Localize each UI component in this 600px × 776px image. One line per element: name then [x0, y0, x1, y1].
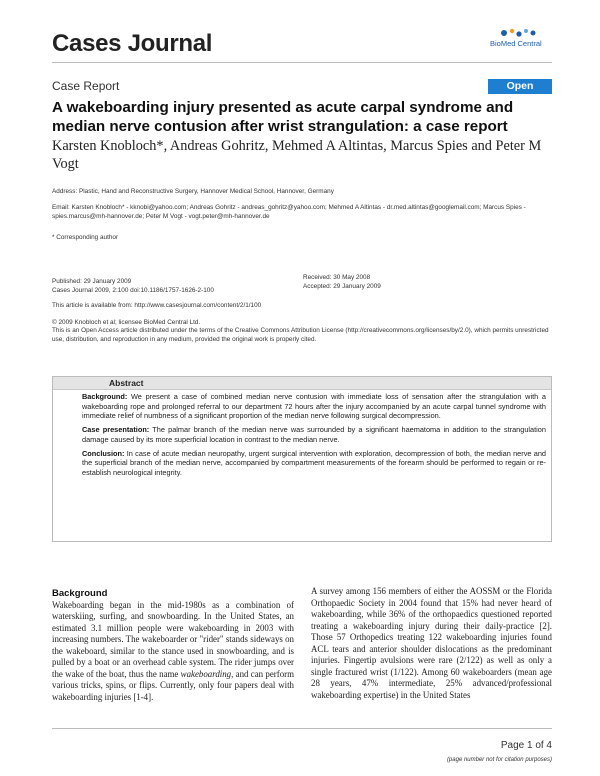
logo-text: BioMed Central [490, 39, 542, 48]
journal-title: Cases Journal [52, 30, 213, 57]
license-text: This is an Open Access article distributed under the terms of the Creative Commons Attribution License (http://creativecommons.org/licenses/by/2.0), which permits unrestricted use, distribution, and reproduction in any medium, provided the original work is properly cited. [52, 327, 549, 343]
case-label: Case presentation: [82, 425, 150, 435]
abstract-box [52, 376, 552, 542]
article-type: Case Report [52, 79, 120, 93]
conclusion-text: In case of acute median neuropathy, urgent surgical intervention with exploration, decompression of both, the median nerve and the superficial branch of the median nerve, accompanied by compartment measurements of the forearm should be performed to regain or re-establish neurological integrity. [82, 448, 546, 477]
abstract-background [82, 392, 546, 421]
received-date: Received: 30 May 2008 [303, 274, 371, 281]
header-divider [52, 62, 552, 63]
page-number: Page 1 of 4 [500, 740, 552, 751]
page-number-note: (page number not for citation purposes) [446, 757, 552, 763]
citation-doi[interactable]: Cases Journal 2009, 2:100 doi:10.1186/1757-1626-2-100 [52, 287, 214, 294]
biomed-central-logo[interactable] [490, 26, 552, 52]
author-emails[interactable]: Email: Karsten Knobloch* - kknobi@yahoo.com; Andreas Gohritz - andreas_gohritz@yahoo.com; Mehmed A Altintas - dr.med.altintas@googlemail.com; Marcus Spies - spies.marcus@mh-hannover.de; Peter M Vogt - vogt.peter@mh-hannover.de [52, 204, 526, 220]
accepted-date: Accepted: 29 January 2009 [303, 283, 381, 290]
abstract-body [82, 392, 546, 482]
logo-mark-icon [490, 26, 552, 40]
publication-info [52, 277, 292, 295]
author-list: Karsten Knobloch*, Andreas Gohritz, Mehmed A Altintas, Marcus Spies and Peter M Vogt [52, 138, 542, 172]
abstract-case-presentation [82, 425, 546, 444]
availability-link[interactable]: This article is available from: http://www.casesjournal.com/content/2/1/100 [52, 302, 262, 309]
body-paragraph: A survey among 156 members of either the AOSSM or the Florida Orthopaedic Society in 2004 found that 15% had never heard of wakeboarding, while 36% of the orthopaedics questioned reported treating a wakeboarding injury during their daily-practice [2]. Those 57 Orthopedics treating 122 wakeboarding injuries found ACL tears and anterior shoulder dislocations as the predominant injuries. Fingertip avulsions were rare (2/122) as well as only a single fractured wrist (1/122). Among 60 wakeboarders (mean age 28 years, 47% intermediate, 25% advanced/professional wakeboarding expertise) in the United States [311, 586, 552, 700]
background-text: We present a case of combined median nerve contusion with immediate loss of sensation after the strangulation with a wakeboarding rope and prolonged referral to our department 72 hours after the injury accompanied by an acute carpal tunnel syndrome with immediate relief of numbness of a significant proportion of the median nerve following surgical decompression. [82, 392, 546, 421]
background-heading: Background [52, 588, 108, 599]
author-address: Address: Plastic, Hand and Reconstructive Surgery, Hannover Medical School, Hannover, Germany [52, 188, 334, 195]
conclusion-label: Conclusion: [82, 448, 125, 458]
left-p1-emphasis: wakeboarding [180, 668, 232, 679]
body-column-right [311, 586, 552, 701]
body-paragraph [52, 600, 294, 704]
copyright-line: © 2009 Knobloch et al; licensee BioMed Central Ltd. [52, 319, 201, 326]
article-title: A wakeboarding injury presented as acute carpal syndrome and median nerve contusion after wrist strangulation: a case report [52, 99, 514, 135]
review-dates [303, 273, 543, 291]
left-p1-a: Wakeboarding began in the mid-1980s as a combination of waterskiing, surfing, and snowboarding. In the United States, an estimated 3.1 million people were wakeboarding in 2003 with increasing numbers. The wakeboarder or "rider" stands sideways on the wakeboard, similar to the stance used in snowboarding, and is pulled by a boat or an overhead cable system. The rider jumps over the wake of the boat, thus the name [52, 599, 294, 679]
abstract-conclusion [82, 449, 546, 478]
background-label: Background: [82, 392, 128, 401]
abstract-header [53, 377, 551, 390]
published-date: Published: 29 January 2009 [52, 278, 132, 285]
left-p1-b: , and can perform various tricks, spins, or flips. Currently, only four papers deal with wakeboarding injuries [1-4]. [52, 668, 294, 702]
open-access-badge: Open Access [488, 79, 552, 94]
case-text: The palmar branch of the median nerve was surrounded by a significant haematoma in addition to the strangulation damage caused by its more superficial location in contrast to the median nerve. [82, 425, 546, 444]
body-column-left [52, 588, 294, 703]
abstract-heading: Abstract [109, 378, 144, 388]
corresponding-author-note: * Corresponding author [52, 234, 119, 241]
footer-divider [52, 728, 552, 729]
